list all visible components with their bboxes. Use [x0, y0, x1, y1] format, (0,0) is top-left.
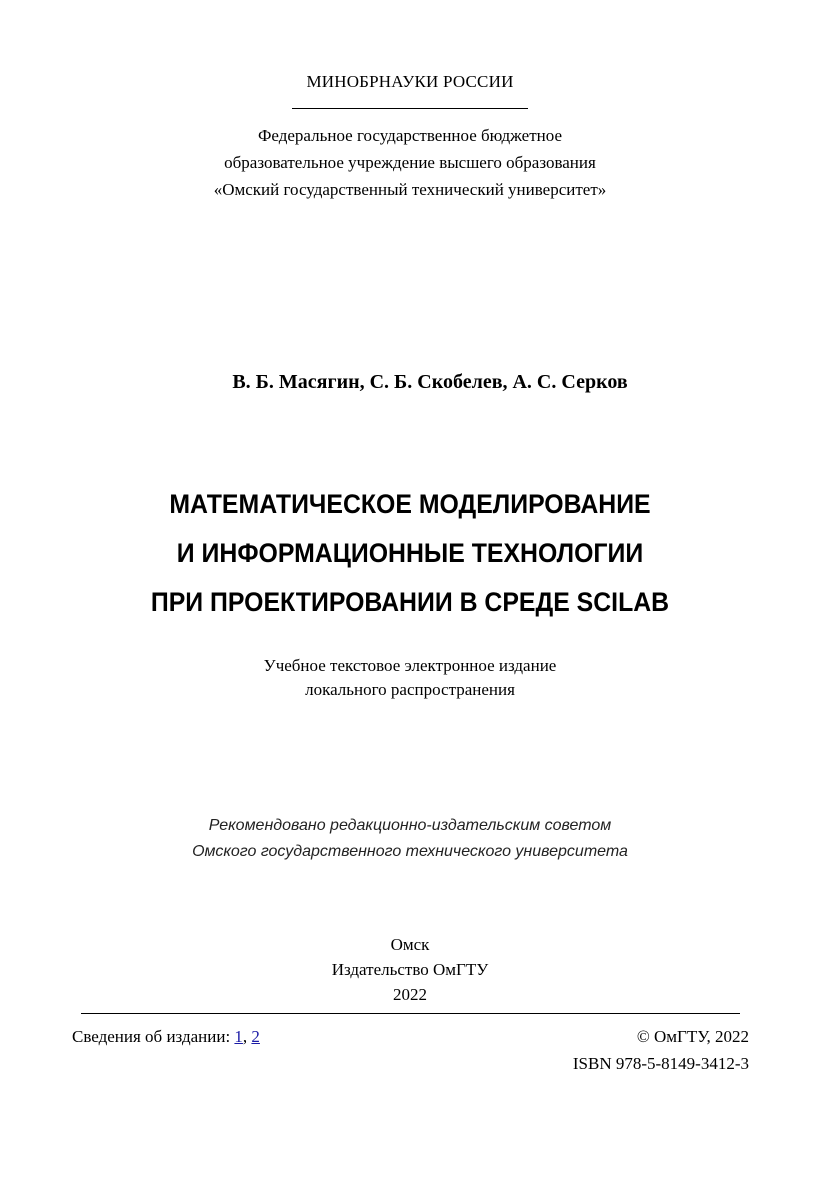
edition-link-separator: , [242, 1027, 248, 1046]
title-line-3: ПРИ ПРОЕКТИРОВАНИИ В СРЕДЕ SCILAB [150, 587, 670, 617]
edition-link-1[interactable]: 1 [234, 1027, 243, 1046]
subtitle-line-1: Учебное текстовое электронное издание [263, 656, 557, 675]
institution-line-3: «Омский государственный технический университет» [213, 180, 607, 199]
authors: В. Б. Масягин, С. Б. Скобелев, А. С. Серков [232, 371, 628, 393]
recommendation-line-1: Рекомендовано редакционно-издательским советом [208, 817, 612, 834]
imprint-year: 2022 [393, 985, 427, 1004]
copyright: © ОмГТУ, 2022 [636, 1027, 749, 1046]
footer-divider [81, 1013, 740, 1014]
edition-info [72, 1027, 260, 1047]
imprint [260, 932, 560, 1007]
book-title [88, 480, 732, 627]
edition-link-2[interactable]: 2 [251, 1027, 260, 1046]
institution-line-1: Федеральное государственное бюджетное [257, 126, 563, 145]
edition-type [110, 654, 710, 702]
institution-name [110, 122, 710, 203]
imprint-city: Омск [390, 935, 430, 954]
imprint-publisher: Издательство ОмГТУ [331, 960, 489, 979]
edition-info-label: Сведения об издании: [72, 1027, 231, 1046]
ministry-name: МИНОБРНАУКИ РОССИИ [306, 72, 514, 91]
title-line-1: МАТЕМАТИЧЕСКОЕ МОДЕЛИРОВАНИЕ [169, 489, 651, 519]
title-line-2: И ИНФОРМАЦИОННЫЕ ТЕХНОЛОГИИ [176, 538, 644, 568]
recommendation-line-2: Омского государственного технического университета [192, 843, 628, 860]
isbn: ISBN 978-5-8149-3412-3 [572, 1054, 749, 1073]
institution-line-2: образовательное учреждение высшего образования [224, 153, 596, 172]
ministry-divider [292, 108, 528, 109]
recommendation [110, 813, 710, 865]
subtitle-line-2: локального распространения [305, 680, 515, 699]
